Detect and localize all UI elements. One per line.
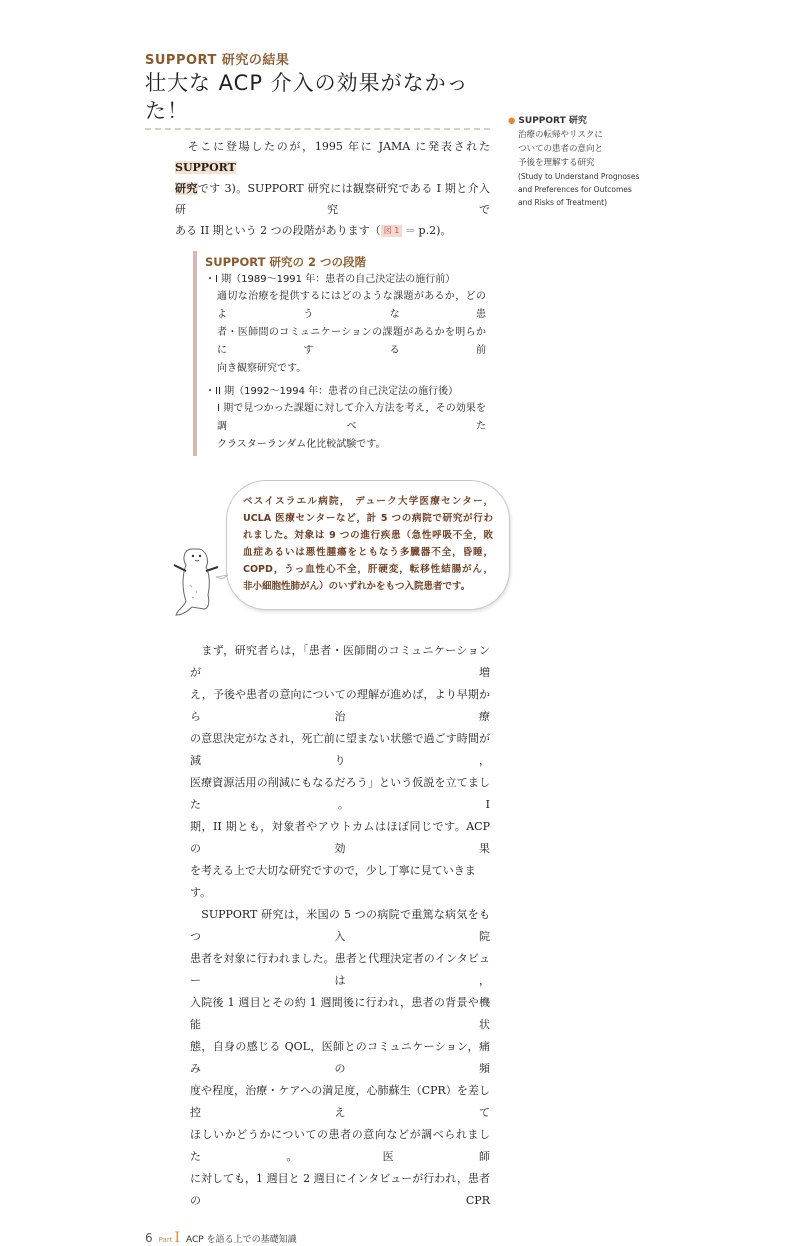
phase-line: 向き観察研究です。 <box>217 363 307 374</box>
body-line: 入院後 1 週目とその約 1 週間後に行われ，患者の背景や機能状 <box>190 996 490 1031</box>
phase-line: 適切な治療を提供するにはどのような課題があるか，どのような患 <box>217 291 486 320</box>
side-note-english: (Study to Understand Prognoses and Preferences for Outcomes and Risks of Treatment) <box>518 172 640 207</box>
body-line: 期，II 期とも，対象者やアウトカムはほぼ同じです。ACP の効果 <box>190 820 490 855</box>
bubble-line: れました。対象は 9 つの進行疾患（急性呼吸不全，敗 <box>243 530 493 541</box>
main-column <box>145 52 493 1246</box>
bubble-line: UCLA 医療センターなど，計 5 つの病院で研究が行わ <box>243 513 493 524</box>
intro-paragraph <box>175 136 490 241</box>
body-line: に対しても，1 週目と 2 週目にインタビューが行われ，患者の CPR <box>190 1172 490 1207</box>
bubble-line: 血症あるいは悪性腫瘍をともなう多臓器不全，昏睡， <box>243 547 493 558</box>
body-line: え，予後や患者の意向についての理解が進めば，より早期から治療 <box>190 688 490 723</box>
body-text <box>190 640 490 1212</box>
intro-text: ある II 期という 2 つの段階があります（ <box>175 224 381 237</box>
bubble-text <box>243 493 493 595</box>
body-line: まず，研究者らは，「患者・医師間のコミュニケーションが増 <box>190 644 490 679</box>
term-highlight: SUPPORT <box>175 161 236 174</box>
arrow-icon: ⇒ <box>405 224 416 237</box>
chapter-title: ACP を語る上での基礎知識 <box>186 1235 297 1245</box>
bubble-line: COPD，うっ血性心不全，肝硬変，転移性結腸がん， <box>243 564 493 575</box>
intro-line <box>175 220 490 241</box>
part-number: I <box>174 1230 180 1246</box>
speech-bubble-area <box>145 480 493 610</box>
body-line: の意思決定がなされ，死亡前に望まない状態で過ごす時間が減り， <box>190 732 490 767</box>
phase-line: クラスターランダム化比較試験です。 <box>217 439 386 450</box>
phase-line: I 期で見つかった課題に対して介入方法を考え，その効果を調べた <box>217 403 486 432</box>
body-line: 度や程度，治療・ケアへの満足度，心肺蘇生（CPR）を差し控えて <box>190 1084 490 1119</box>
body-line: ほしいかどうかについての患者の意向などが調べられました。医師 <box>190 1128 490 1163</box>
intro-text: そこに登場したのが，1995 年に JAMA に発表された <box>175 140 490 153</box>
phase-1-title: ・I 期（1989〜1991 年：患者の自己決定法の施行前） <box>205 274 456 285</box>
page-reference: p.2)。 <box>418 224 452 237</box>
page-number: 6 <box>145 1231 153 1245</box>
section-label: SUPPORT 研究の結果 <box>145 53 290 68</box>
phase-line: 者・医師間のコミュニケーションの課題があるかを明らかにする前 <box>217 327 486 356</box>
intro-line <box>175 178 490 220</box>
phases-box <box>193 251 486 456</box>
phase-1-description <box>205 288 486 378</box>
speech-bubble <box>226 480 510 610</box>
bullet-icon: ● <box>508 116 516 126</box>
side-note-line: 予後を理解する研究 <box>518 158 595 168</box>
body-line: SUPPORT 研究は，米国の 5 つの病院で重篤な病気をもつ入院 <box>190 908 490 943</box>
box-heading: SUPPORT 研究の 2 つの段階 <box>205 255 366 269</box>
side-note-line: 治療の転帰やリスクに <box>518 130 603 140</box>
side-note <box>508 114 648 209</box>
intro-text: です 3)。SUPPORT 研究には観察研究である I 期と介入研究で <box>175 182 490 216</box>
phase-2-title: ・II 期（1992〜1994 年：患者の自己決定法の施行後） <box>205 386 459 397</box>
body-line: 医療資源活用の削減にもなるだろう」という仮説を立てました。I <box>190 776 490 811</box>
body-line: を考える上で大切な研究ですので，少し丁寧に見ていきます。 <box>190 864 476 899</box>
otter-mascot-icon <box>170 535 230 620</box>
part-label: Part <box>158 1236 173 1244</box>
page-footer <box>145 1230 490 1246</box>
bubble-line: 非小細胞性肺がん）のいずれかをもつ入院患者です。 <box>243 581 471 592</box>
body-line: 患者を対象に行われました。患者と代理決定者のインタビューは， <box>190 952 490 987</box>
side-note-line: ついての患者の意向と <box>518 144 604 154</box>
intro-line <box>175 136 490 178</box>
page-title: 壮大な ACP 介入の効果がなかった！ <box>145 71 469 123</box>
bubble-line: ベスイスラエル病院， デューク大学医療センター， <box>243 496 493 507</box>
side-note-term: SUPPORT 研究 <box>518 116 587 126</box>
body-line: 態，自身の感じる QOL，医師とのコミュニケーション，痛みの頻 <box>190 1040 490 1075</box>
term-highlight: 研究 <box>175 182 198 195</box>
figure-reference-link[interactable]: 図 1 <box>381 225 403 237</box>
phase-2-description <box>205 400 486 454</box>
title-divider <box>145 128 490 130</box>
